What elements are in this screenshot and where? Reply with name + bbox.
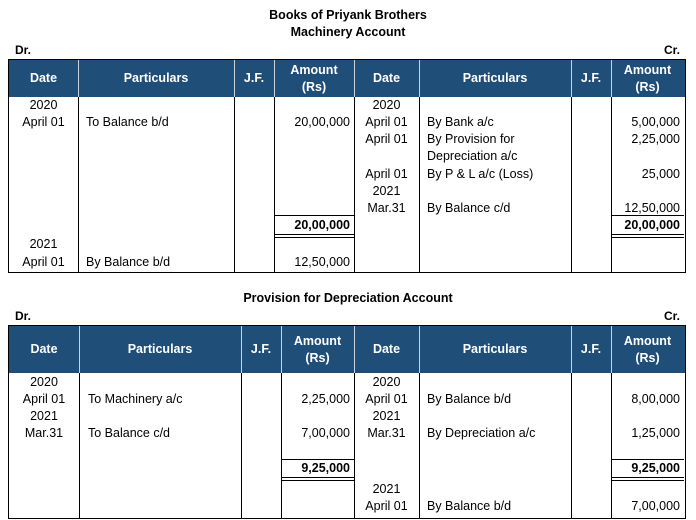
header-amount-dr	[281, 326, 354, 373]
debit-amount: 20,00,000	[294, 115, 350, 129]
header-jf-dr: J.F.	[243, 71, 265, 85]
debit-after-date: April 01	[22, 255, 65, 269]
header-amount-dr	[274, 60, 354, 97]
credit-date: April 01	[365, 115, 408, 129]
book-title: Books of Priyank Brothers	[269, 8, 427, 22]
credit-after-particulars: By Balance b/d	[427, 499, 512, 513]
debit-amount: 2,25,000	[301, 392, 350, 406]
currency-label: (Rs)	[635, 350, 660, 365]
credit-total: 20,00,000	[624, 218, 680, 232]
amount-label: Amount	[293, 333, 342, 348]
credit-date: Mar.31	[367, 201, 406, 215]
credit-particulars: By Depreciation a/c	[427, 426, 536, 440]
debit-after-particulars: By Balance b/d	[86, 255, 171, 269]
dr-label: Dr.	[15, 309, 32, 323]
header-amount-cr	[611, 60, 684, 97]
header-particulars-cr: Particulars	[462, 342, 528, 356]
credit-after-date: April 01	[365, 499, 408, 513]
amount-label: Amount	[290, 62, 338, 77]
debit-date: April 01	[22, 392, 66, 406]
debit-date: Mar.31	[24, 426, 64, 440]
debit-total: 20,00,000	[294, 218, 350, 232]
debit-particulars: To Machinery a/c	[88, 392, 183, 406]
credit-date: April 01	[365, 167, 408, 181]
credit-particulars: By Bank a/c	[427, 115, 494, 129]
currency-label: (Rs)	[635, 79, 660, 94]
credit-amount: 2,25,000	[631, 132, 680, 146]
currency-label: (Rs)	[305, 350, 330, 365]
credit-amount: 25,000	[641, 167, 680, 181]
header-particulars-cr: Particulars	[462, 71, 528, 85]
credit-date: April 01	[365, 392, 408, 406]
credit-after-amount: 7,00,000	[631, 499, 680, 513]
header-amount-cr	[611, 326, 684, 373]
header-jf-cr: J.F.	[580, 71, 602, 85]
credit-total: 9,25,000	[631, 461, 680, 475]
debit-after-year: 2021	[29, 237, 58, 251]
header-jf-dr: J.F.	[250, 342, 272, 356]
credit-after-year: 2021	[372, 482, 401, 496]
header-date-dr: Date	[30, 342, 58, 356]
credit-year: 2020	[372, 98, 401, 112]
debit-amount: 7,00,000	[301, 426, 350, 440]
amount-label: Amount	[623, 333, 672, 348]
dr-label: Dr.	[15, 43, 32, 57]
credit-particulars-line2: Depreciation a/c	[427, 149, 518, 163]
debit-year: 2020	[30, 375, 58, 389]
currency-label: (Rs)	[301, 79, 327, 94]
header-date-cr: Date	[372, 71, 401, 85]
header-date-dr: Date	[29, 71, 58, 85]
credit-amount: 1,25,000	[631, 426, 680, 440]
cr-label: Cr.	[664, 43, 681, 57]
debit-year: 2020	[29, 98, 58, 112]
credit-date: Mar.31	[367, 426, 406, 440]
header-particulars-dr: Particulars	[127, 342, 193, 356]
credit-particulars: By Balance b/d	[427, 392, 512, 406]
header-jf-cr: J.F.	[580, 342, 602, 356]
debit-date: April 01	[22, 115, 65, 129]
credit-date: April 01	[365, 132, 408, 146]
credit-year: 2021	[372, 184, 401, 198]
credit-particulars: By Provision for	[427, 132, 515, 146]
ledger-header	[9, 60, 685, 97]
debit-particulars: To Balance c/d	[88, 426, 170, 440]
amount-label: Amount	[623, 62, 672, 77]
provision-account-title: Provision for Depreciation Account	[243, 291, 453, 305]
credit-amount: 5,00,000	[631, 115, 680, 129]
cr-label: Cr.	[664, 309, 681, 323]
debit-particulars: To Balance b/d	[86, 115, 169, 129]
credit-amount: 12,50,000	[624, 201, 680, 215]
header-particulars-dr: Particulars	[123, 71, 189, 85]
machinery-ledger	[8, 59, 686, 273]
machinery-account-title: Machinery Account	[290, 25, 406, 39]
debit-after-amount: 12,50,000	[294, 255, 350, 269]
credit-amount: 8,00,000	[631, 392, 680, 406]
credit-particulars: By P & L a/c (Loss)	[427, 167, 534, 181]
credit-particulars: By Balance c/d	[427, 201, 511, 215]
provision-ledger	[8, 325, 686, 519]
credit-year: 2020	[372, 375, 401, 389]
credit-year: 2021	[372, 409, 401, 423]
ledger-header	[9, 326, 685, 373]
header-date-cr: Date	[372, 342, 401, 356]
debit-year: 2021	[30, 409, 58, 423]
debit-total: 9,25,000	[301, 461, 350, 475]
